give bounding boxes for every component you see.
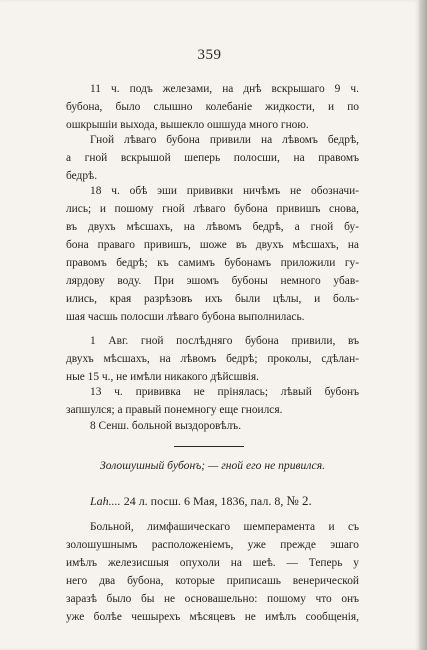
text-line: шая часшь полосши лѣваго бубона выполнилась. [66,311,305,323]
text-line: запшулся; а правый понемногу еще гноился. [66,404,283,416]
section-divider [174,446,244,447]
text-line: имѣлъ железисшыя опухоли на шеѣ. — Теперь у [66,557,359,569]
text-line: ные 15 ч., не имѣли никакого дѣйсшвія. [66,371,260,383]
case-number: № 2. [286,493,312,508]
paragraph-7 [66,518,359,626]
paragraph-4 [66,332,359,386]
text-line: 8 Сенш. больной выздоровѣлъ. [90,420,242,432]
text-line: бона праваго привишъ, шоже въ двухъ мѣсшахъ, на [66,239,359,251]
text-line: правомъ бедрѣ; къ самимъ бубонамъ приложили гу- [66,257,359,269]
paragraph-5 [66,383,359,419]
case-details: 24 л. посш. 6 Мая, 1836, пал. 8, [120,494,287,508]
text-line: 1 Авг. гной послѣдняго бубона привили, въ [90,335,359,347]
text-line: лись; и пошому гной лѣваго бубона привишъ снова, [66,203,359,215]
text-line: него два бубона, которые приписашь венерической [66,575,359,587]
text-line: уже болѣе чешырехъ мѣсяцевъ не имѣлъ сообщенія, [66,611,359,623]
paragraph-3 [66,182,359,326]
section-subtitle: Золошушный бубонъ; — гной его не привился. [99,459,325,472]
text-line: бубона, было слышно колебаніе жидкости, и по [66,101,359,113]
text-line: а гной вскрышой шеперь полосши, на правомъ [66,152,359,164]
text-line: заразѣ было бы не основашельно: пошому что онъ [66,593,359,605]
text-line: 18 ч. обѣ эши прививки ничѣмъ не обозначи- [90,185,359,197]
text-line: 13 ч. прививка не прінялась; лѣвый бубонъ [90,386,359,398]
text-line: золошушнымъ расположеніемъ, уже прежде эшаго [66,539,359,551]
case-header [66,493,359,509]
text-line: ились, края разрѣзовъ ихъ были цѣлы, и боль- [66,293,359,305]
paragraph-6 [66,417,359,435]
text-line: двухъ мѣсшахъ, на лѣвомъ бедрѣ; проколы, сдѣлан- [66,353,359,365]
page-number: 359 [197,47,222,63]
text-line: 11 ч. подъ железами, на днѣ вскрышаго 9 ч. [90,83,359,95]
text-line: ошкрышіи выхода, вышекло ошшуда много гною. [66,119,309,131]
text-line: Гной лѣваго бубона привили на лѣвомъ бедрѣ, [90,134,359,146]
paragraph-2 [66,131,359,185]
text-line: въ двухъ мѣсшахъ, на лѣвомъ бедрѣ, а гной бу- [66,221,359,233]
text-line: лярдову воду. При эшомъ бубоны немного убав- [66,275,359,287]
page-edge [419,0,427,650]
text-line: Больной, лимфашическаго шемперамента и съ [90,521,359,533]
paragraph-1 [66,80,359,134]
text-line: бедрѣ. [66,170,98,182]
case-code: Lah.... [90,494,121,508]
